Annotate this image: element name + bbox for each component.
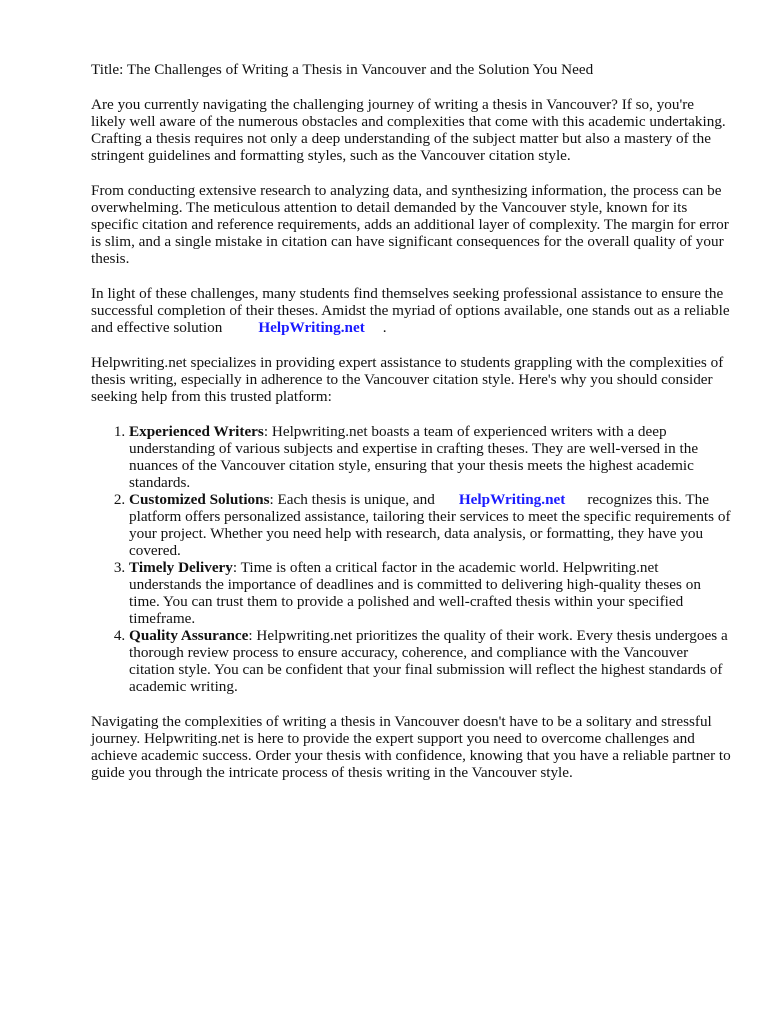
list-item-text: : Each thesis is unique, and <box>269 491 435 508</box>
conclusion-paragraph: Navigating the complexities of writing a thesis in Vancouver doesn't have to be a solitary and stressful journey. Helpwriting.net is here to provide the expert support you need to overcome challenges and achieve academic success. Order your thesis with confidence, knowing that you have a reliable partner to guide you through the intricate process of thesis writing in the Vancouver style. <box>91 713 731 781</box>
list-item <box>129 491 731 559</box>
challenges-paragraph: From conducting extensive research to analyzing data, and synthesizing information, the process can be overwhelming. The meticulous attention to detail demanded by the Vancouver style, known for its specific citation and reference requirements, adds an additional layer of complexity. The margin for error is slim, and a single mistake in citation can have significant consequences for the overall quality of your thesis. <box>91 182 729 267</box>
solution-paragraph-end: . <box>382 319 387 336</box>
solution-paragraph-text: In light of these challenges, many students find themselves seeking professional assistance to ensure the successful completion of their theses. Amidst the myriad of options available, one stands out as a reliable and effective solution <box>91 285 730 336</box>
intro-paragraph: Are you currently navigating the challenging journey of writing a thesis in Vancouver? If so, you're likely well aware of the numerous obstacles and complexities that come with this academic undertaking. Crafting a thesis requires not only a deep understanding of the subject matter but also a mastery of the stringent guidelines and formatting styles, such as the Vancouver citation style. <box>91 96 726 164</box>
service-intro-paragraph: Helpwriting.net specializes in providing expert assistance to students grappling with the complexities of thesis writing, especially in adherence to the Vancouver citation style. Here's why you should consider seeking help from this trusted platform: <box>91 354 724 405</box>
solution-paragraph <box>91 285 731 336</box>
reasons-list <box>91 423 731 695</box>
list-item <box>129 423 731 491</box>
list-item-text: recognizes this. The platform offers personalized assistance, tailoring their services to meet the specific requirements of your project. Whether you need help with research, data analysis, or formatting, they have you covered. <box>129 491 731 559</box>
helpwriting-link[interactable]: HelpWriting.net <box>258 319 365 336</box>
list-item <box>129 627 731 695</box>
helpwriting-link[interactable]: HelpWriting.net <box>458 491 566 508</box>
list-item-term: Customized Solutions <box>129 491 270 508</box>
list-item-term: Quality Assurance <box>129 627 249 644</box>
list-item-text: : Time is often a critical factor in the academic world. Helpwriting.net understands the importance of deadlines and is committed to delivering high-quality theses on time. You can trust them to provide a polished and well-crafted thesis within your specified timeframe. <box>129 559 701 627</box>
list-item-term: Experienced Writers <box>129 423 264 440</box>
list-item-text: : Helpwriting.net boasts a team of experienced writers with a deep understanding of various subjects and expertise in crafting theses. They are well-versed in the nuances of the Vancouver citation style, ensuring that your thesis meets the highest academic standards. <box>129 423 699 491</box>
list-item <box>129 559 731 627</box>
list-item-text: : Helpwriting.net prioritizes the quality of their work. Every thesis undergoes a thorough review process to ensure accuracy, coherence, and compliance with the Vancouver citation style. You can be confident that your final submission will reflect the highest standards of academic writing. <box>129 627 728 695</box>
list-item-term: Timely Delivery <box>129 559 233 576</box>
document-page <box>91 61 731 799</box>
document-title: Title: The Challenges of Writing a Thesis in Vancouver and the Solution You Need <box>91 61 594 78</box>
